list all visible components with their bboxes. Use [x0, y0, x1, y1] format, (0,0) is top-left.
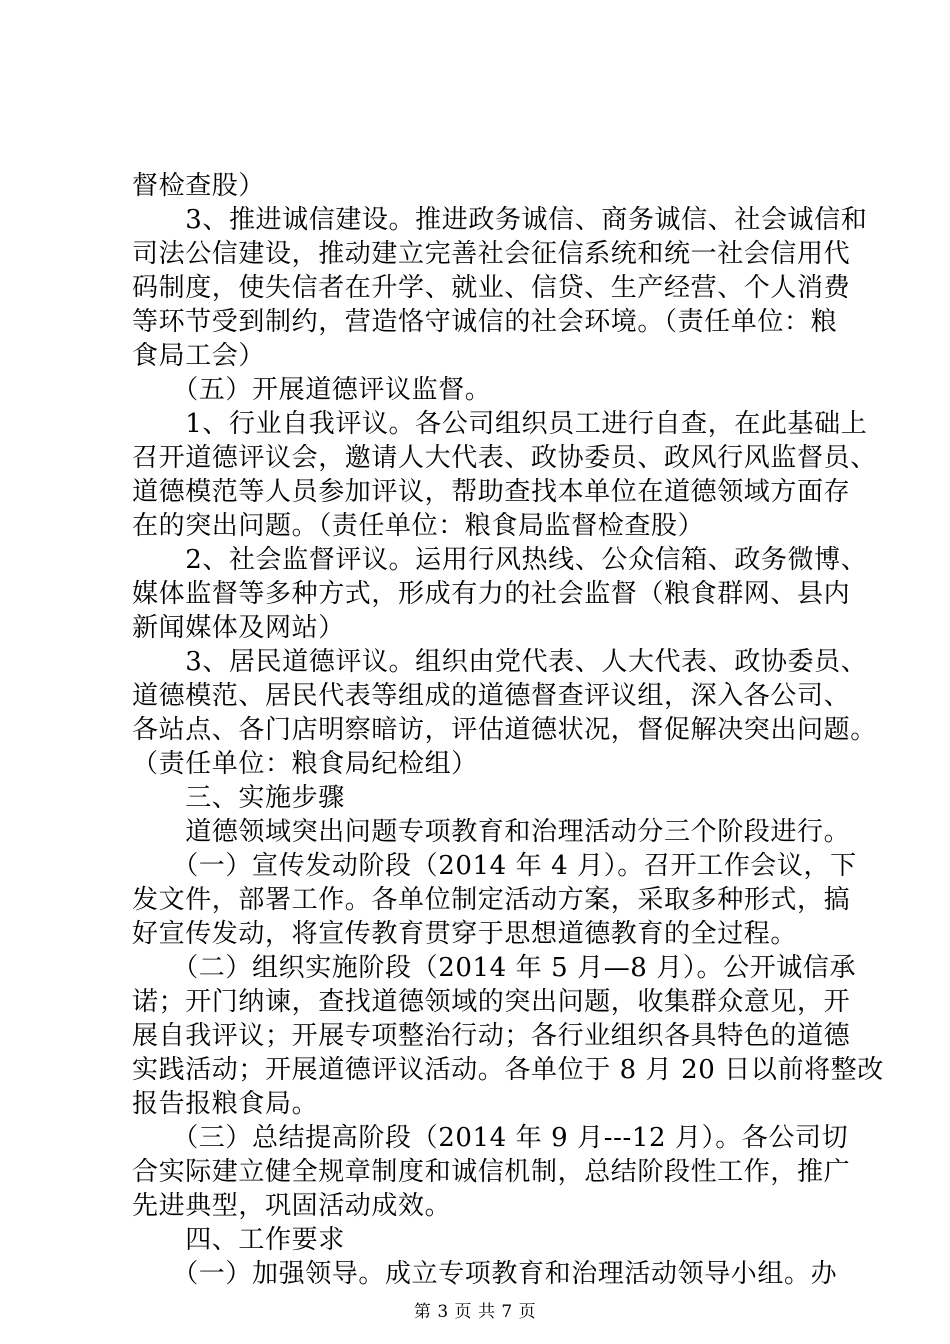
text-line: 合实际建立健全规章制度和诚信机制，总结阶段性工作，推广 [132, 1157, 851, 1187]
section-heading: 四、工作要求 [132, 1225, 345, 1255]
text-line: 实践活动；开展道德评议活动。各单位于 8 月 20 日以前将整改 [132, 1055, 884, 1085]
text-line: （一）加强领导。成立专项教育和治理活动领导小组。办 [132, 1259, 838, 1289]
text-line: 码制度，使失信者在升学、就业、信贷、生产经营、个人消费 [132, 273, 851, 303]
text-line: 3、推进诚信建设。推进政务诚信、商务诚信、社会诚信和 [132, 205, 868, 235]
text-line: 等环节受到制约，营造恪守诚信的社会环境。（责任单位：粮 [132, 307, 838, 337]
text-line: 道德模范、居民代表等组成的道德督查评议组，深入各公司、 [132, 681, 851, 711]
text-line: 食局工会） [132, 341, 266, 371]
text-line: 道德领域突出问题专项教育和治理活动分三个阶段进行。 [132, 817, 851, 847]
text-line: 新闻媒体及网站） [132, 613, 345, 643]
text-line: 诺；开门纳谏，查找道德领域的突出问题，收集群众意见，开 [132, 987, 851, 1017]
section-heading: 三、实施步骤 [132, 783, 345, 813]
text-line: （一）宣传发动阶段（2014 年 4 月）。召开工作会议，下 [132, 851, 857, 881]
text-line: 先进典型，巩固活动成效。 [132, 1191, 452, 1221]
text-line: 在的突出问题。（责任单位：粮食局监督检查股） [132, 511, 705, 541]
text-line: 好宣传发动，将宣传教育贯穿于思想道德教育的全过程。 [132, 919, 798, 949]
text-line: 道德模范等人员参加评议，帮助查找本单位在道德领域方面存 [132, 477, 851, 507]
text-line: 督检查股） [132, 171, 266, 201]
text-line: 各站点、各门店明察暗访，评估道德状况，督促解决突出问题。 [132, 715, 877, 745]
text-line: 2、社会监督评议。运用行风热线、公众信箱、政务微博、 [132, 545, 868, 575]
page-number-footer: 第 3 页 共 7 页 [413, 1302, 537, 1322]
text-line: 媒体监督等多种方式，形成有力的社会监督（粮食群网、县内 [132, 579, 851, 609]
text-line: 1、行业自我评议。各公司组织员工进行自查，在此基础上 [132, 409, 868, 439]
text-line: 报告报粮食局。 [132, 1089, 319, 1119]
text-line: 发文件，部署工作。各单位制定活动方案，采取多种形式，搞 [132, 885, 851, 915]
text-line: 3、居民道德评议。组织由党代表、人大代表、政协委员、 [132, 647, 868, 677]
text-line: 展自我评议；开展专项整治行动；各行业组织各具特色的道德 [132, 1021, 851, 1051]
text-line: 召开道德评议会，邀请人大代表、政协委员、政风行风监督员、 [132, 443, 877, 473]
text-line: （三）总结提高阶段（2014 年 9 月---12 月）。各公司切 [132, 1123, 849, 1153]
text-line: 司法公信建设，推动建立完善社会征信系统和统一社会信用代 [132, 239, 851, 269]
text-line: （二）组织实施阶段（2014 年 5 月—8 月）。公开诚信承 [132, 953, 857, 983]
text-line: （责任单位：粮食局纪检组） [132, 749, 478, 779]
section-heading: （五）开展道德评议监督。 [132, 375, 492, 405]
